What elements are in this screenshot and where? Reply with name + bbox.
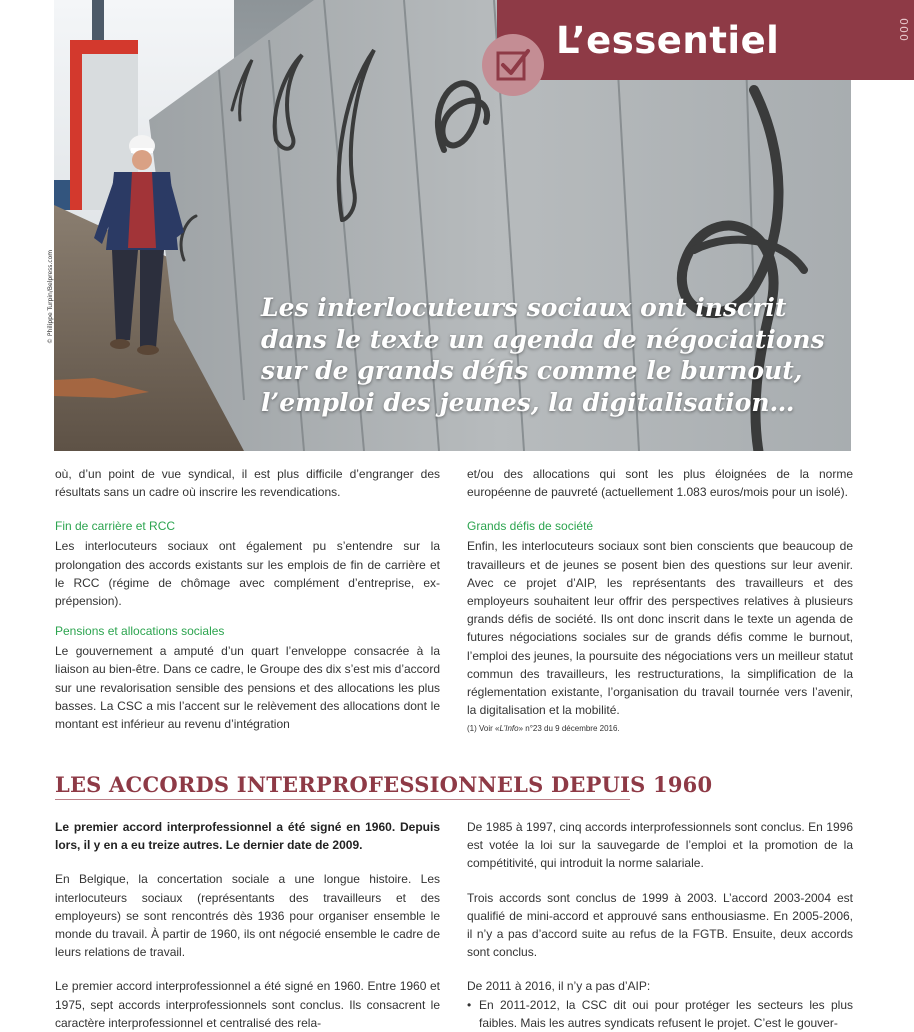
section-divider <box>55 799 630 800</box>
history-left-paragraph-1: En Belgique, la concertation sociale a une longue histoire. Les interlocuteurs sociaux (représentants des travailleurs et des employeurs) se sont rencontrés dès 1936 pour organiser ensemble le monde du travail. À partir de 1960, ils ont négocié ensemble le cadre de leurs relations de travail. <box>55 872 440 960</box>
checkbox-check-icon <box>482 34 544 96</box>
history-bullet-list <box>467 996 853 1032</box>
paragraph-grands-defis: Enfin, les interlocuteurs sociaux sont bien conscients que beaucoup de travailleurs et de jeunes se posent bien des questions sur leur avenir. Avec ce projet d’AIP, les représentants des travailleurs et des employeurs souhaitent leur offrir des perspectives relatives à plusieurs grands défis de société. Ils ont donc inscrit dans le texte un agenda de futures négociations sociales sur de grands défis comme le burnout, l’emploi des jeunes, la poursuite des négociations vers un meilleur statut commun des travailleurs, les restructurations, la simplification de la réglementation existante, l’organisation du travail tournée vers l’avenir, la digitalisation et la mobilité. <box>467 539 853 718</box>
footnote-publication: L’Info <box>499 724 519 734</box>
banner-title: L’essentiel <box>556 19 780 62</box>
paragraph-fin-carriere: Les interlocuteurs sociaux ont également pu s’entendre sur la prolongation des accords existants sur les emplois de fin de carrière et le RCC (régime de chômage avec complément d’entreprise, ex-prépension). <box>55 539 440 609</box>
history-right-paragraph-3: De 2011 à 2016, il n’y a pas d’AIP: <box>467 979 651 994</box>
history-left-column <box>55 818 440 1032</box>
list-item: • En 2011-2012, la CSC dit oui pour protéger les secteurs les plus faibles. Mais les autres syndicats refusent le projet. C’est le gouver- <box>467 996 853 1032</box>
article-left-column <box>55 465 440 733</box>
article-left-intro: où, d’un point de vue syndical, il est plus difficile d’engranger des résultats sans un cadre où inscrire les revendications. <box>55 467 440 500</box>
subheading-fin-carriere: Fin de carrière et RCC <box>55 519 176 534</box>
photo-caption: Les interlocuteurs sociaux ont inscrit dans le texte un agenda de négociations sur de grands défis comme le burnout, l’emploi des jeunes, la digitalisation… <box>261 293 825 417</box>
history-section-title: LES ACCORDS INTERPROFESSIONNELS DEPUIS 1960 <box>55 772 713 797</box>
article-right-intro: et/ou des allocations qui sont les plus éloignées de la norme européenne de pauvreté (actuellement 1.083 euros/mois pour un isolé). <box>467 467 853 500</box>
history-right-paragraph-2: Trois accords sont conclus de 1999 à 2003. L’accord 2003-2004 est qualifié de mini-accord et approuvé sans enthousiasme. En 2005-2006, il n’y a pas d’accord suite au refus de la FGTB. Ensuite, deux accords sont conclus. <box>467 890 853 960</box>
footnote-prefix: (1) Voir « <box>467 724 500 734</box>
page-number: 000 <box>897 18 910 42</box>
history-left-paragraph-2: Le premier accord interprofessionnel a été signé en 1960. Entre 1960 et 1975, sept accords interprofessionnels sont conclus. Ils consacrent le caractère interprofessionnel et centralisé des rela- <box>55 979 440 1030</box>
footnote <box>467 723 853 735</box>
footnote-suffix: » n°23 du 9 décembre 2016. <box>518 724 620 734</box>
subheading-pensions: Pensions et allocations sociales <box>55 624 225 639</box>
history-right-column <box>467 818 853 1032</box>
history-right-paragraph-1: De 1985 à 1997, cinq accords interprofessionnels sont conclus. En 1996 est votée la loi sur la sauvegarde de l’emploi et la promotion de la compétitivité, qui introduit la norme salariale. <box>467 820 853 871</box>
article-right-column <box>467 465 853 735</box>
subheading-grands-defis: Grands défis de société <box>467 519 594 534</box>
history-lead: Le premier accord interprofessionnel a été signé en 1960. Depuis lors, il y en a eu treize autres. Le dernier date de 2009. <box>55 820 440 853</box>
photo-credit: © Philippe Turpin/Belpress.com <box>47 249 54 344</box>
paragraph-pensions: Le gouvernement a amputé d’un quart l’enveloppe consacrée à la liaison au bien-être. Dans ce cadre, le Groupe des dix s’est mis d’accord sur une revalorisation sensible des pensions et des allocations les plus basses. La CSC a mis l’accent sur le relèvement des allocations dont le montant est inférieur au revenu d’intégration <box>55 644 440 732</box>
